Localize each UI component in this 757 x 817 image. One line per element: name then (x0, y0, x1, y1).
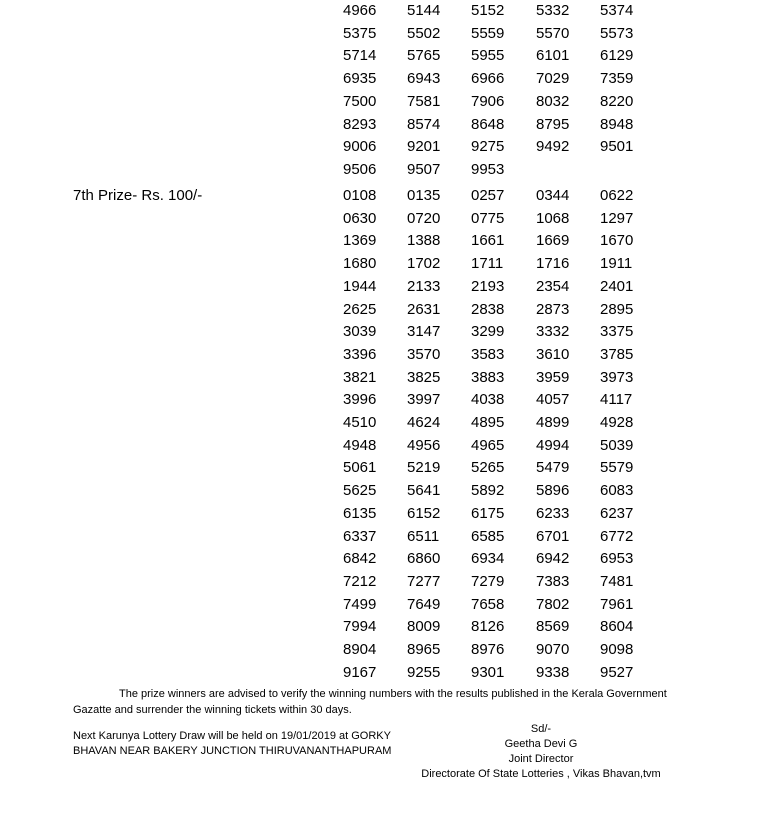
signatory-office: Directorate Of State Lotteries , Vikas Bhavan,tvm (421, 768, 661, 780)
ticket-number: 5625 (343, 482, 377, 500)
ticket-number: 5573 (600, 24, 634, 42)
ticket-number: 9506 (343, 160, 377, 178)
ticket-number: 6942 (536, 550, 570, 568)
ticket-number: 3959 (536, 368, 570, 386)
ticket-number: 4057 (536, 391, 570, 409)
ticket-number: 5579 (600, 459, 634, 477)
ticket-number: 3570 (407, 345, 441, 363)
ticket-number: 6860 (407, 550, 441, 568)
ticket-number: 1369 (343, 232, 377, 250)
ticket-number: 1680 (343, 255, 377, 273)
seventh-prize-row (0, 435, 757, 457)
ticket-number: 9255 (407, 663, 441, 681)
seventh-prize-row (0, 639, 757, 661)
ticket-number: 9492 (536, 138, 570, 156)
ticket-number: 6935 (343, 70, 377, 88)
ticket-number: 9167 (343, 663, 377, 681)
ticket-number: 8032 (536, 92, 570, 110)
seventh-prize-row (0, 344, 757, 366)
ticket-number: 9275 (471, 138, 505, 156)
ticket-number: 5144 (407, 2, 441, 19)
next-draw-info (73, 729, 413, 759)
ticket-number: 3610 (536, 345, 570, 363)
ticket-number: 4895 (471, 414, 505, 431)
ticket-number: 9201 (407, 138, 441, 156)
ticket-number: 2625 (343, 300, 377, 318)
ticket-number: 4038 (471, 391, 505, 409)
seventh-prize-row (0, 185, 757, 207)
seventh-prize-row (0, 389, 757, 411)
ticket-number: 5892 (471, 482, 505, 500)
ticket-number: 4948 (343, 436, 377, 454)
sixth-prize-row (0, 45, 757, 67)
seventh-prize-row (0, 571, 757, 593)
seventh-prize-row (0, 412, 757, 434)
ticket-number: 5479 (536, 459, 570, 477)
ticket-number: 4624 (407, 414, 441, 431)
ticket-number: 5641 (407, 482, 441, 500)
ticket-number: 5559 (471, 24, 505, 42)
signature-block (400, 722, 682, 782)
ticket-number: 5375 (343, 24, 377, 42)
sixth-prize-row (0, 114, 757, 136)
ticket-number: 3299 (471, 323, 505, 341)
verification-notice (73, 687, 683, 718)
seventh-prize-row (0, 480, 757, 502)
ticket-number: 6129 (600, 47, 634, 65)
ticket-number: 8220 (600, 92, 634, 110)
ticket-number: 2873 (536, 300, 570, 318)
ticket-number: 8948 (600, 115, 634, 133)
ticket-number: 0720 (407, 209, 441, 227)
sixth-prize-row (0, 68, 757, 90)
seventh-prize-row (0, 457, 757, 479)
ticket-number: 8904 (343, 641, 377, 658)
ticket-number: 8009 (407, 618, 441, 636)
ticket-number: 6934 (471, 550, 505, 568)
ticket-number: 4117 (600, 391, 633, 409)
ticket-number: 9501 (600, 138, 634, 156)
ticket-number: 0775 (471, 209, 505, 227)
ticket-number: 3147 (407, 323, 441, 341)
ticket-number: 6772 (600, 527, 634, 545)
ticket-number: 5502 (407, 24, 441, 42)
ticket-number: 6175 (471, 504, 505, 522)
ticket-number: 8795 (536, 115, 570, 133)
ticket-number: 5061 (343, 459, 377, 477)
ticket-number: 6966 (471, 70, 505, 88)
notice-text: The prize winners are advised to verify the winning numbers with the results published in the Kerala Government Gazatte and surrender the winning tickets within 30 days. (73, 688, 667, 716)
ticket-number: 4956 (407, 436, 441, 454)
ticket-number: 0108 (343, 187, 377, 204)
ticket-number: 6083 (600, 482, 634, 500)
ticket-number: 7212 (343, 572, 377, 590)
ticket-number: 8976 (471, 641, 505, 658)
ticket-number: 4510 (343, 414, 377, 431)
ticket-number: 4899 (536, 414, 570, 431)
sixth-prize-row (0, 91, 757, 113)
ticket-number: 4966 (343, 2, 377, 19)
ticket-number: 6135 (343, 504, 377, 522)
ticket-number: 3785 (600, 345, 634, 363)
ticket-number: 8648 (471, 115, 505, 133)
seventh-prize-row (0, 594, 757, 616)
ticket-number: 7279 (471, 572, 505, 590)
ticket-number: 9098 (600, 641, 634, 658)
sixth-prize-row (0, 159, 757, 181)
ticket-number: 5955 (471, 47, 505, 65)
ticket-number: 0622 (600, 187, 634, 204)
ticket-number: 1297 (600, 209, 634, 227)
seventh-prize-row (0, 230, 757, 252)
ticket-number: 2838 (471, 300, 505, 318)
ticket-number: 3883 (471, 368, 505, 386)
ticket-number: 3973 (600, 368, 634, 386)
ticket-number: 0257 (471, 187, 505, 204)
ticket-number: 3332 (536, 323, 570, 341)
next-draw-line-1: Next Karunya Lottery Draw will be held on 19/01/2019 at GORKY (73, 730, 391, 742)
ticket-number: 4928 (600, 414, 634, 431)
next-draw-line-2: BHAVAN NEAR BAKERY JUNCTION THIRUVANANTHAPURAM (73, 745, 392, 757)
ticket-number: 9301 (471, 663, 505, 681)
ticket-number: 9338 (536, 663, 570, 681)
ticket-number: 7481 (600, 572, 634, 590)
seventh-prize-label: 7th Prize- Rs. 100/- (73, 187, 203, 204)
ticket-number: 0344 (536, 187, 570, 204)
ticket-number: 7649 (407, 595, 441, 613)
ticket-number: 1944 (343, 277, 377, 295)
ticket-number: 1670 (600, 232, 634, 250)
ticket-number: 8569 (536, 618, 570, 636)
ticket-number: 1702 (407, 255, 441, 273)
seventh-prize-row (0, 208, 757, 230)
ticket-number: 9507 (407, 160, 441, 178)
ticket-number: 7906 (471, 92, 505, 110)
ticket-number: 3997 (407, 391, 441, 409)
ticket-number: 6101 (536, 47, 570, 65)
ticket-number: 7581 (407, 92, 441, 110)
ticket-number: 6701 (536, 527, 570, 545)
ticket-number: 2133 (407, 277, 441, 295)
ticket-number: 5896 (536, 482, 570, 500)
ticket-number: 4994 (536, 436, 570, 454)
ticket-number: 1388 (407, 232, 441, 250)
seventh-prize-row (0, 299, 757, 321)
seventh-prize-row (0, 276, 757, 298)
ticket-number: 5765 (407, 47, 441, 65)
ticket-number: 5570 (536, 24, 570, 42)
seventh-prize-row (0, 253, 757, 275)
ticket-number: 6237 (600, 504, 634, 522)
signatory-designation: Joint Director (508, 753, 574, 765)
ticket-number: 0135 (407, 187, 441, 204)
sixth-prize-row (0, 23, 757, 45)
ticket-number: 9953 (471, 160, 505, 178)
ticket-number: 9006 (343, 138, 377, 156)
ticket-number: 7499 (343, 595, 377, 613)
ticket-number: 3583 (471, 345, 505, 363)
ticket-number: 5152 (471, 2, 505, 19)
ticket-number: 5374 (600, 2, 634, 19)
ticket-number: 6585 (471, 527, 505, 545)
seventh-prize-row (0, 367, 757, 389)
ticket-number: 6337 (343, 527, 377, 545)
ticket-number: 5039 (600, 436, 634, 454)
seventh-prize-row (0, 526, 757, 548)
ticket-number: 6842 (343, 550, 377, 568)
ticket-number: 1669 (536, 232, 570, 250)
ticket-number: 1068 (536, 209, 570, 227)
ticket-number: 0630 (343, 209, 377, 227)
ticket-number: 6943 (407, 70, 441, 88)
ticket-number: 5265 (471, 459, 505, 477)
sixth-prize-row (0, 0, 757, 22)
ticket-number: 4965 (471, 436, 505, 454)
ticket-number: 3039 (343, 323, 377, 341)
ticket-number: 7029 (536, 70, 570, 88)
ticket-number: 2354 (536, 277, 570, 295)
ticket-number: 6953 (600, 550, 634, 568)
ticket-number: 7658 (471, 595, 505, 613)
ticket-number: 1716 (536, 255, 570, 273)
ticket-number: 2631 (407, 300, 441, 318)
ticket-number: 3825 (407, 368, 441, 386)
ticket-number: 6152 (407, 504, 441, 522)
ticket-number: 5219 (407, 459, 441, 477)
ticket-number: 8604 (600, 618, 634, 636)
ticket-number: 3821 (343, 368, 377, 386)
ticket-number: 3375 (600, 323, 634, 341)
ticket-number: 6233 (536, 504, 570, 522)
seventh-prize-row (0, 662, 757, 684)
ticket-number: 7802 (536, 595, 570, 613)
ticket-number: 7994 (343, 618, 377, 636)
ticket-number: 7961 (600, 595, 634, 613)
seventh-prize-row (0, 616, 757, 638)
ticket-number: 1911 (600, 255, 633, 273)
signatory-name: Geetha Devi G (504, 738, 578, 750)
seventh-prize-row (0, 548, 757, 570)
ticket-number: 2401 (600, 277, 634, 295)
ticket-number: 1711 (471, 255, 504, 273)
ticket-number: 1661 (471, 232, 505, 250)
ticket-number: 2895 (600, 300, 634, 318)
ticket-number: 7277 (407, 572, 441, 590)
seventh-prize-row (0, 321, 757, 343)
ticket-number: 3396 (343, 345, 377, 363)
signature-sd: Sd/- (530, 723, 552, 735)
ticket-number: 5714 (343, 47, 377, 65)
ticket-number: 6511 (407, 527, 440, 545)
ticket-number: 7500 (343, 92, 377, 110)
ticket-number: 8965 (407, 641, 441, 658)
seventh-prize-row (0, 503, 757, 525)
ticket-number: 2193 (471, 277, 505, 295)
ticket-number: 3996 (343, 391, 377, 409)
ticket-number: 7383 (536, 572, 570, 590)
ticket-number: 8126 (471, 618, 505, 636)
ticket-number: 9070 (536, 641, 570, 658)
sixth-prize-row (0, 136, 757, 158)
ticket-number: 5332 (536, 2, 570, 19)
ticket-number: 8293 (343, 115, 377, 133)
ticket-number: 9527 (600, 663, 634, 681)
ticket-number: 7359 (600, 70, 634, 88)
ticket-number: 8574 (407, 115, 441, 133)
